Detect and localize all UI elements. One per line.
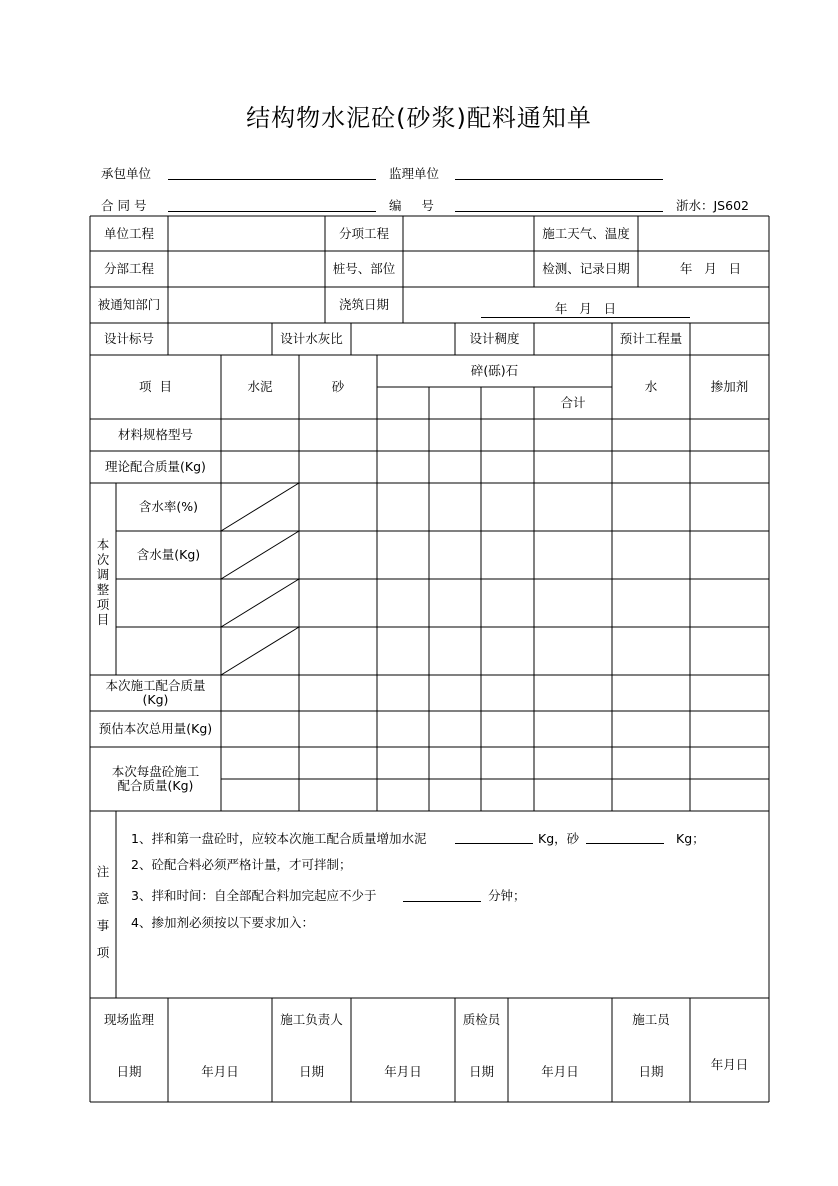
construction-mass-label [90,675,221,711]
unit-project-field[interactable] [168,216,325,251]
contractor-label: 承包单位 [101,166,152,181]
site-supervisor-label: 现场监理 [103,1012,154,1027]
division-project-field[interactable] [168,251,325,287]
note-2: 2、砼配合料必须严格计量，才可拌制； [131,857,352,872]
division-project-label: 分部工程 [103,261,154,276]
per-batch-line1: 本次每盘砼施工 [111,764,200,779]
moisture-amount-label: 含水量(Kg) [136,547,201,562]
material-spec-label: 材料规格型号 [117,427,193,442]
gravel-header: 碎(砾)石 [470,363,519,378]
estimated-quantity-label: 预计工程量 [619,331,683,346]
construction-lead-label: 施工负责人 [280,1012,343,1027]
note-1-b: Kg，砂 [538,831,580,846]
note-1-cement-field[interactable] [455,843,533,844]
note-3-minutes-field[interactable] [403,901,481,902]
moisture-rate-label: 含水率(%) [138,499,199,514]
construction-lead-date-value[interactable]: 年月日 [384,1064,422,1079]
per-batch-label [90,747,221,811]
station-location-field[interactable] [403,251,534,287]
sub-item-project-field[interactable] [403,216,534,251]
contract-no-label: 合 同 号 [101,198,147,213]
constructor-date-value[interactable]: 年月日 [710,1057,749,1072]
water-header: 水 [644,379,658,394]
quality-inspector-date-value[interactable]: 年月日 [541,1064,579,1079]
notified-dept-label: 被通知部门 [97,297,161,312]
per-batch-line2: 配合质量(Kg) [117,778,194,793]
supervisor-label: 监理单位 [389,166,440,181]
construction-lead-date-label: 日期 [298,1064,324,1079]
notified-dept-field[interactable] [168,287,325,323]
note-4: 4、掺加剂必须按以下要求加入： [131,915,314,930]
weather-temp-label: 施工天气、温度 [542,225,630,241]
serial-no-label: 编 号 [389,198,434,213]
document-title: 结构物水泥砼(砂浆)配料通知单 [246,104,592,132]
constructor-label: 施工员 [632,1012,670,1027]
pour-date-label: 浇筑日期 [338,297,389,312]
cement-header: 水泥 [247,379,273,394]
notes-label: 注意事项 [96,864,110,960]
note-1-sand-field[interactable] [586,843,664,844]
pour-date-value[interactable]: 年 月 日 [481,300,690,318]
note-1-a: 1、拌和第一盘砼时，应较本次施工配合质量增加水泥 [131,831,427,846]
site-supervisor-date-value[interactable]: 年月日 [201,1064,239,1079]
note-3-a: 3、拌和时间：自全部配合料加完起应不少于 [131,888,377,903]
weather-temp-field[interactable] [638,216,769,251]
design-wc-ratio-label: 设计水灰比 [280,331,343,346]
admixture-header: 掺加剂 [710,379,749,394]
unit-project-label: 单位工程 [103,225,154,241]
sub-item-project-label: 分项工程 [338,225,389,241]
test-record-date-label: 检测、记录日期 [542,261,630,276]
item-header: 项 目 [139,379,172,394]
design-grade-label: 设计标号 [103,331,154,346]
construction-mass-line1: 本次施工配合质量 [105,678,206,693]
test-record-date-value[interactable]: 年 月 日 [679,261,742,276]
note-1-c: Kg； [676,831,705,846]
theoretical-mass-label: 理论配合质量(Kg) [105,459,206,474]
sand-header: 砂 [331,379,345,394]
total-header: 合计 [560,395,586,410]
construction-mass-line2: (Kg) [142,692,169,707]
form-code: 浙水：JS602 [676,198,749,213]
estimated-total-label: 预估本次总用量(Kg) [98,721,213,736]
station-location-label: 桩号、部位 [332,261,396,276]
quality-inspector-date-label: 日期 [468,1064,494,1079]
site-supervisor-date-label: 日期 [116,1064,142,1079]
quality-inspector-label: 质检员 [462,1012,501,1027]
note-3-b: 分钟； [488,888,526,903]
adjust-group-label: 本次调整项目 [96,537,110,627]
constructor-date-label: 日期 [638,1064,664,1079]
design-consistency-label: 设计稠度 [469,331,520,346]
